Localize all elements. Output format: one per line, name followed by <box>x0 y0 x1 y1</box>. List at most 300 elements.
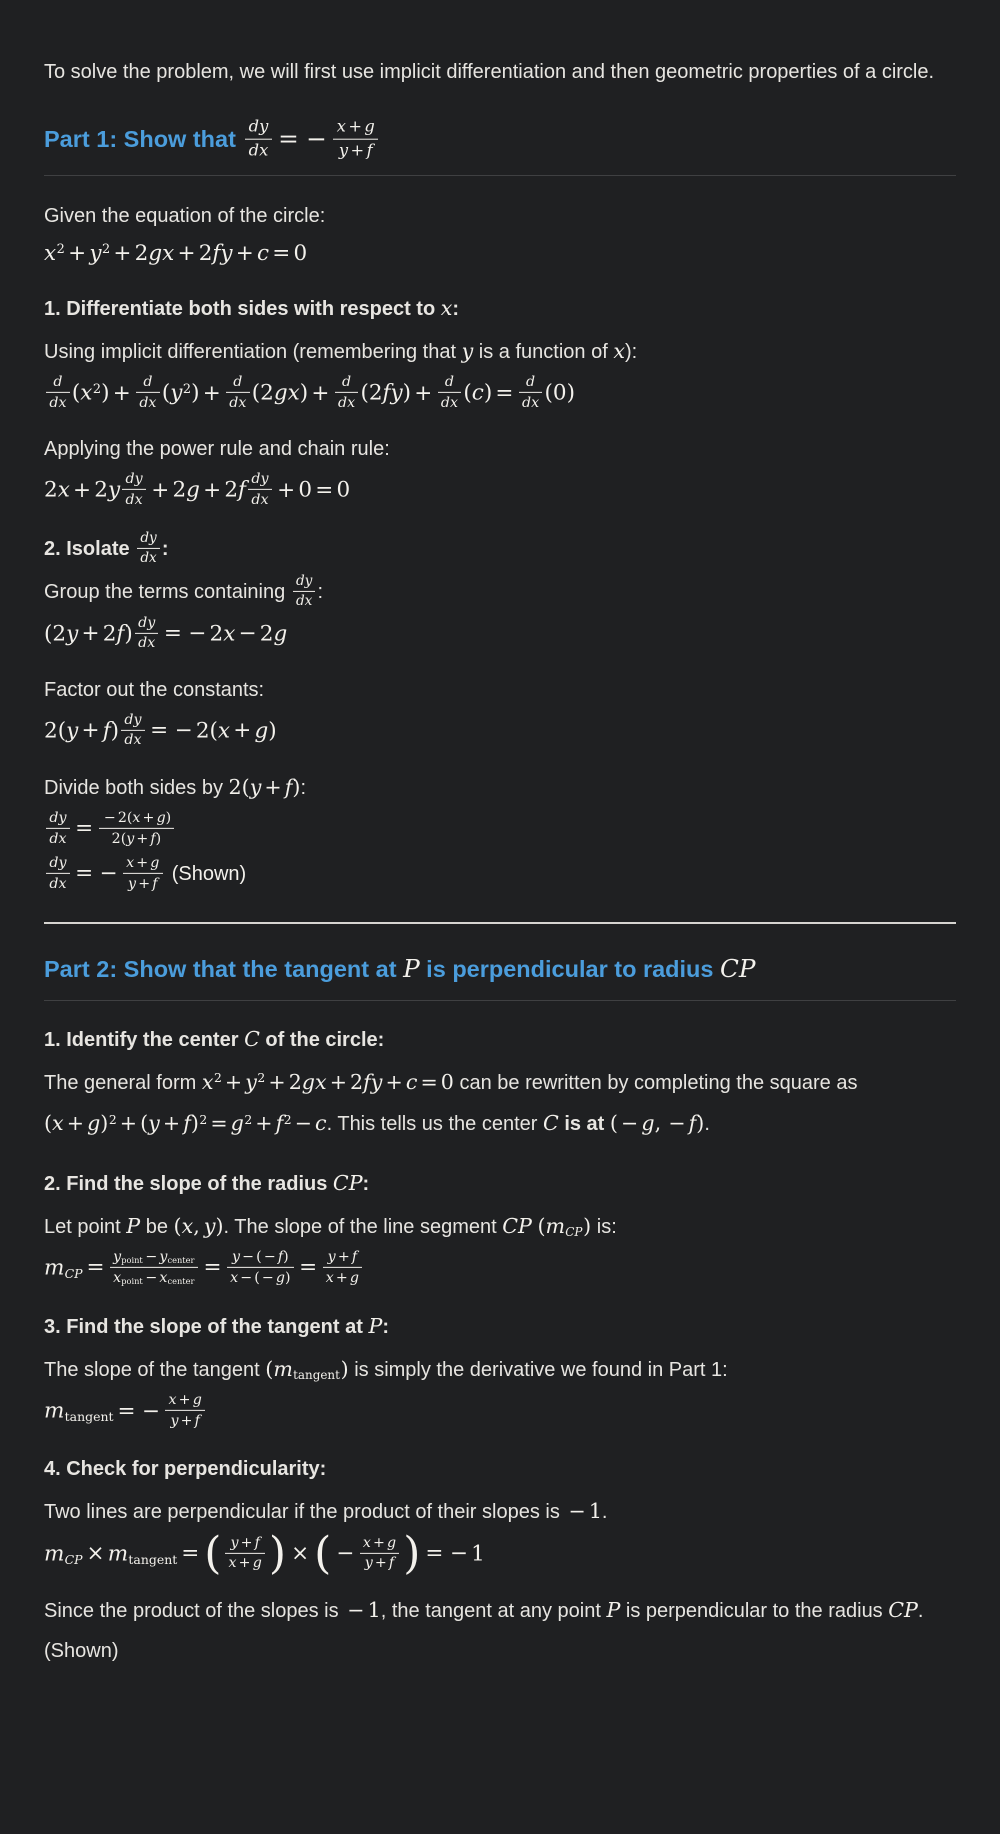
math-operator: + <box>113 240 132 266</box>
math-var: g <box>301 1070 315 1095</box>
math-var: d <box>248 140 260 160</box>
math-var: y <box>134 471 143 488</box>
math-operator: + <box>255 1111 273 1136</box>
text-run: Two lines are perpendicular if the product of their slopes is <box>44 1501 566 1524</box>
math-operator: + <box>112 380 131 406</box>
math-operator: = <box>420 1070 438 1095</box>
fraction <box>519 373 542 412</box>
denominator <box>136 393 159 412</box>
fraction <box>110 1248 198 1287</box>
math-symbol: ( <box>256 1248 262 1265</box>
math-symbol: ( <box>140 1111 149 1136</box>
text-run: The general form <box>44 1072 202 1095</box>
fraction <box>323 1248 362 1287</box>
paragraph <box>44 1062 956 1144</box>
math-operator: + <box>414 380 433 406</box>
math-var: y <box>461 339 474 364</box>
math-operator: − <box>238 621 257 647</box>
paragraph <box>44 331 956 372</box>
math-var: x <box>58 875 67 892</box>
math-var: f <box>150 830 156 847</box>
math-symbol: 2 <box>209 621 224 647</box>
text-run: . <box>601 1501 608 1524</box>
subscript: center <box>167 1255 195 1266</box>
paragraph <box>44 52 956 92</box>
inline-math <box>613 339 625 363</box>
denominator <box>122 490 145 509</box>
math-line <box>44 855 956 894</box>
math-var: d <box>295 573 305 590</box>
math-var: P <box>348 1170 363 1195</box>
math-var: d <box>140 529 150 546</box>
math-var: f <box>194 1413 200 1430</box>
big-paren: ( <box>314 1528 332 1580</box>
math-operator: + <box>142 809 155 826</box>
math-operator: × <box>291 1541 310 1567</box>
superscript: 2 <box>182 381 192 397</box>
inline-math <box>333 1171 363 1195</box>
math-var: C <box>332 1170 349 1195</box>
math-symbol: ( <box>44 621 53 647</box>
math-operator: + <box>73 477 92 503</box>
text-run: is a function of <box>473 341 614 364</box>
math-var: m <box>107 1541 129 1567</box>
math-var: g <box>273 621 288 647</box>
math-var: x <box>162 240 175 266</box>
fraction <box>122 470 145 509</box>
fraction <box>123 854 162 893</box>
math-operator: + <box>238 1555 251 1572</box>
math-var: x <box>147 635 156 652</box>
math-operator: + <box>311 380 330 406</box>
math-symbol: 2 <box>368 380 383 406</box>
math-symbol: ) <box>268 718 277 744</box>
math-operator: + <box>372 1534 385 1551</box>
math-symbol: , <box>654 1111 662 1136</box>
math-operator: − <box>261 1269 274 1286</box>
text-run: is simply the derivative we found in Part 1: <box>348 1359 728 1382</box>
fraction <box>135 613 158 652</box>
math-var: P <box>74 1265 83 1281</box>
math-var: C <box>543 1111 559 1136</box>
fraction <box>121 710 144 749</box>
math-var: C <box>502 1213 519 1238</box>
denominator <box>227 1268 294 1287</box>
text-run: 4. Check for perpendicularity: <box>44 1458 327 1481</box>
inline-math <box>244 1027 260 1051</box>
denominator <box>46 874 69 893</box>
superscript: 2 <box>108 1112 117 1127</box>
denominator <box>245 139 272 161</box>
numerator <box>225 1533 264 1553</box>
math-var: x <box>181 1213 194 1238</box>
inline-math <box>44 1111 327 1135</box>
math-var: P <box>403 953 420 983</box>
math-operator: + <box>224 1070 243 1095</box>
math-symbol: 2 <box>224 477 239 503</box>
text-run: Given the equation of the circle: <box>44 204 326 227</box>
math-operator: + <box>162 1111 181 1136</box>
subscript <box>65 1266 83 1281</box>
math-operator: = <box>299 1255 318 1281</box>
math-symbol: ) <box>299 380 309 406</box>
text-run: Factor out the constants: <box>44 678 265 701</box>
text-run: can be rewritten by completing the square as <box>453 1072 858 1095</box>
math-var: m <box>44 1255 65 1281</box>
denominator <box>519 393 542 412</box>
text-run: : <box>317 581 324 604</box>
step-heading <box>44 1163 956 1204</box>
inline-math <box>202 1070 454 1094</box>
inline-math <box>242 116 381 160</box>
text-run: 2. Isolate <box>44 538 136 561</box>
part-heading <box>44 118 956 176</box>
inline-math <box>720 954 755 983</box>
math-var: g <box>364 116 375 136</box>
math-var: y <box>66 621 79 647</box>
math-operator: + <box>374 1555 387 1572</box>
numerator <box>46 809 69 829</box>
math-symbol: ( <box>544 380 553 406</box>
math-symbol: ( <box>463 380 472 406</box>
inline-math <box>462 339 474 363</box>
math-symbol: ) <box>292 774 301 799</box>
denominator <box>438 393 461 412</box>
text-run: Let point <box>44 1215 127 1238</box>
text-run: , the tangent at any point <box>380 1599 607 1622</box>
math-operator: = <box>210 1111 228 1136</box>
math-operator: = <box>181 1541 200 1567</box>
subscript <box>565 1225 582 1239</box>
math-var: d <box>337 394 348 411</box>
math-symbol: ) <box>101 380 110 406</box>
math-operator: × <box>86 1541 105 1567</box>
math-var: c <box>405 1070 418 1095</box>
math-operator: + <box>119 1111 138 1136</box>
math-var: f <box>388 1555 395 1572</box>
math-var: y <box>147 614 156 631</box>
text-run: 3. Find the slope of the tangent at <box>44 1315 369 1338</box>
math-var: C <box>244 1027 260 1052</box>
text-run: : <box>382 1315 389 1338</box>
math-operator: − <box>568 1499 586 1524</box>
math-operator: + <box>68 240 87 266</box>
fraction <box>46 854 69 893</box>
math-var: x <box>223 621 236 647</box>
math-var: x <box>217 718 231 744</box>
math-symbol: ) <box>191 380 200 406</box>
math-operator: = <box>163 621 182 647</box>
denominator <box>165 1411 204 1430</box>
math-var: d <box>233 374 243 391</box>
fraction <box>245 117 272 162</box>
math-var: y <box>58 809 67 826</box>
text-run: of the circle: <box>259 1029 385 1052</box>
math-symbol: ( <box>120 830 127 847</box>
numerator <box>335 373 358 393</box>
math-var: d <box>124 711 134 728</box>
math-line <box>44 374 956 413</box>
math-operator: + <box>151 477 170 503</box>
math-line <box>44 712 956 751</box>
numerator <box>165 1391 204 1411</box>
text-run: Part 1: Show that <box>44 125 243 152</box>
numerator <box>248 470 271 490</box>
math-var: d <box>49 809 59 826</box>
paragraph <box>44 670 956 710</box>
math-symbol: ) <box>165 809 172 826</box>
denominator <box>137 549 159 567</box>
math-var: x <box>80 380 93 406</box>
math-symbol: ( <box>360 380 369 406</box>
math-operator: + <box>235 240 254 266</box>
math-symbol: ( <box>254 1269 260 1286</box>
fraction <box>226 373 249 412</box>
math-operator: + <box>202 380 221 406</box>
denominator <box>46 829 69 848</box>
math-operator: − <box>449 1541 468 1567</box>
math-symbol: ( <box>537 1213 546 1238</box>
fraction <box>227 1248 294 1287</box>
math-var: x <box>58 394 67 411</box>
numerator <box>110 1248 198 1268</box>
math-var: C <box>64 1265 75 1281</box>
denominator <box>333 139 378 161</box>
math-var: y <box>149 529 157 546</box>
math-var: d <box>125 491 135 508</box>
math-var: d <box>251 491 261 508</box>
math-var: x <box>159 1269 168 1286</box>
math-var: y <box>390 380 403 406</box>
superscript: 2 <box>56 241 65 257</box>
inline-math <box>537 1214 591 1238</box>
math-var: g <box>275 1269 286 1286</box>
math-var: P <box>904 1597 918 1622</box>
text-run: Using implicit differentiation (remembering that <box>44 341 462 364</box>
text-run: : <box>161 538 169 561</box>
math-operator: + <box>81 621 100 647</box>
math-var: P <box>606 1597 621 1622</box>
denominator <box>293 592 315 610</box>
subscript: point <box>121 1255 143 1266</box>
math-symbol: ( <box>241 774 250 799</box>
math-var: f <box>366 140 373 160</box>
math-var: f <box>152 875 158 892</box>
superscript: 2 <box>244 1112 253 1127</box>
math-var: y <box>260 471 269 488</box>
math-symbol: 2 <box>94 477 108 503</box>
text-run: . (Shown) <box>44 1599 924 1662</box>
paragraph <box>44 196 956 236</box>
math-var: x <box>440 295 453 320</box>
math-var: d <box>49 830 59 847</box>
denominator <box>225 1553 264 1572</box>
math-var: y <box>327 1248 336 1265</box>
math-operator: = <box>86 1255 105 1281</box>
math-symbol: 2 <box>228 774 242 799</box>
text-run: be <box>140 1215 174 1238</box>
numerator <box>360 1533 399 1553</box>
math-operator: − <box>99 861 118 887</box>
math-var: x <box>113 1269 122 1286</box>
math-symbol: 2 <box>44 718 58 744</box>
math-operator: + <box>177 240 196 266</box>
text-run: 2. Find the slope of the radius <box>44 1172 333 1195</box>
math-var: d <box>140 549 150 566</box>
math-symbol: ( <box>44 1111 53 1136</box>
math-var: y <box>113 1248 122 1265</box>
fraction <box>46 373 69 412</box>
math-symbol: 0 <box>293 240 308 266</box>
math-symbol: 1 <box>588 1499 602 1524</box>
fraction <box>136 373 159 412</box>
math-var: d <box>124 732 134 749</box>
math-var: d <box>229 394 239 411</box>
text-run: : <box>452 297 460 320</box>
math-operator: − <box>103 809 116 826</box>
math-symbol: 2 <box>260 380 274 406</box>
fraction <box>137 530 159 567</box>
math-var: P <box>518 1213 532 1238</box>
math-var: d <box>248 116 260 136</box>
math-operator: + <box>138 875 151 892</box>
math-operator: + <box>81 718 100 744</box>
numerator <box>226 373 249 393</box>
math-var: d <box>138 614 148 631</box>
inline-math <box>565 1499 602 1523</box>
math-var: x <box>134 491 143 508</box>
math-var: x <box>201 1070 214 1095</box>
subscript: point <box>121 1275 143 1286</box>
numerator <box>519 373 542 393</box>
math-var: f <box>183 1111 191 1136</box>
text-run: . The slope of the line segment <box>223 1215 503 1238</box>
math-note: (Shown) <box>171 863 247 886</box>
fraction <box>248 470 271 509</box>
fraction <box>225 1533 264 1572</box>
math-operator: − <box>240 1269 253 1286</box>
math-var: x <box>52 1111 64 1136</box>
math-operator: + <box>335 1269 348 1286</box>
subscript: tangent <box>64 1409 114 1425</box>
math-var: f <box>212 240 221 266</box>
math-var: x <box>44 240 57 266</box>
math-symbol: 2 <box>195 718 210 744</box>
denominator <box>123 874 162 893</box>
math-operator: − <box>145 1248 158 1265</box>
denominator <box>99 829 175 848</box>
math-line <box>44 238 956 270</box>
math-var: y <box>170 380 183 406</box>
math-operator: + <box>264 774 282 799</box>
inline-math <box>229 775 301 799</box>
math-var: d <box>49 854 59 871</box>
math-var: y <box>133 711 142 728</box>
math-var: x <box>126 854 135 871</box>
math-operator: − <box>242 1248 255 1265</box>
math-symbol: 0 <box>298 477 312 503</box>
math-var: y <box>338 140 349 160</box>
inline-math <box>368 1314 382 1338</box>
math-var: m <box>44 1398 65 1424</box>
math-var: g <box>150 854 160 871</box>
numerator <box>137 530 159 549</box>
math-operator: = <box>272 240 291 266</box>
text-run: : <box>362 1172 370 1195</box>
paragraph <box>44 1590 956 1671</box>
denominator <box>46 393 69 412</box>
math-symbol: 0 <box>552 380 567 406</box>
math-var: g <box>254 718 269 744</box>
math-var: d <box>143 374 153 391</box>
math-symbol: , <box>193 1213 200 1238</box>
math-line <box>44 810 956 849</box>
math-symbol: ( <box>209 718 218 744</box>
big-paren: ) <box>403 1528 421 1580</box>
superscript: 2 <box>92 381 102 397</box>
big-paren: ) <box>268 1528 287 1580</box>
math-var: x <box>132 809 141 826</box>
inline-math <box>126 1214 140 1238</box>
numerator <box>136 373 159 393</box>
math-var: y <box>364 1555 373 1572</box>
math-operator: = <box>150 718 169 744</box>
inline-math <box>265 1357 348 1381</box>
step-heading <box>44 528 956 569</box>
inline-math <box>441 296 453 320</box>
math-var: g <box>230 1111 244 1136</box>
math-var: f <box>382 380 391 406</box>
math-var: x <box>168 1392 177 1409</box>
denominator <box>226 393 249 412</box>
paragraph <box>44 429 956 469</box>
inline-math <box>543 1111 559 1135</box>
math-symbol: 1 <box>367 1597 381 1622</box>
math-operator: + <box>329 1070 347 1095</box>
text-run: Divide both sides by <box>44 776 229 799</box>
math-var: d <box>440 394 450 411</box>
math-var: x <box>259 140 269 160</box>
math-symbol: 0 <box>440 1070 454 1095</box>
math-var: f <box>284 774 293 799</box>
denominator <box>248 490 271 509</box>
math-symbol: ) <box>566 380 575 406</box>
superscript: 2 <box>257 1071 266 1086</box>
math-operator: + <box>337 1248 350 1265</box>
inline-math <box>403 954 420 983</box>
math-var: y <box>159 1248 168 1265</box>
numerator <box>333 117 378 140</box>
math-symbol: ( <box>57 718 67 744</box>
numerator <box>123 854 162 874</box>
math-symbol: ( <box>265 1357 274 1382</box>
math-operator: − <box>188 621 207 647</box>
inline-math <box>135 529 162 566</box>
math-symbol: ) <box>155 830 162 847</box>
math-var: y <box>370 1070 383 1095</box>
math-operator: − <box>294 1111 312 1136</box>
math-operator: = <box>495 380 514 406</box>
math-var: P <box>738 953 756 983</box>
math-var: g <box>641 1111 655 1136</box>
subscript: tangent <box>293 1368 340 1383</box>
math-operator: + <box>233 718 252 744</box>
math-operator: = <box>75 861 94 887</box>
math-symbol: 2 <box>117 809 127 826</box>
math-var: g <box>192 1392 202 1409</box>
math-var: x <box>58 830 67 847</box>
math-var: f <box>275 1111 284 1136</box>
